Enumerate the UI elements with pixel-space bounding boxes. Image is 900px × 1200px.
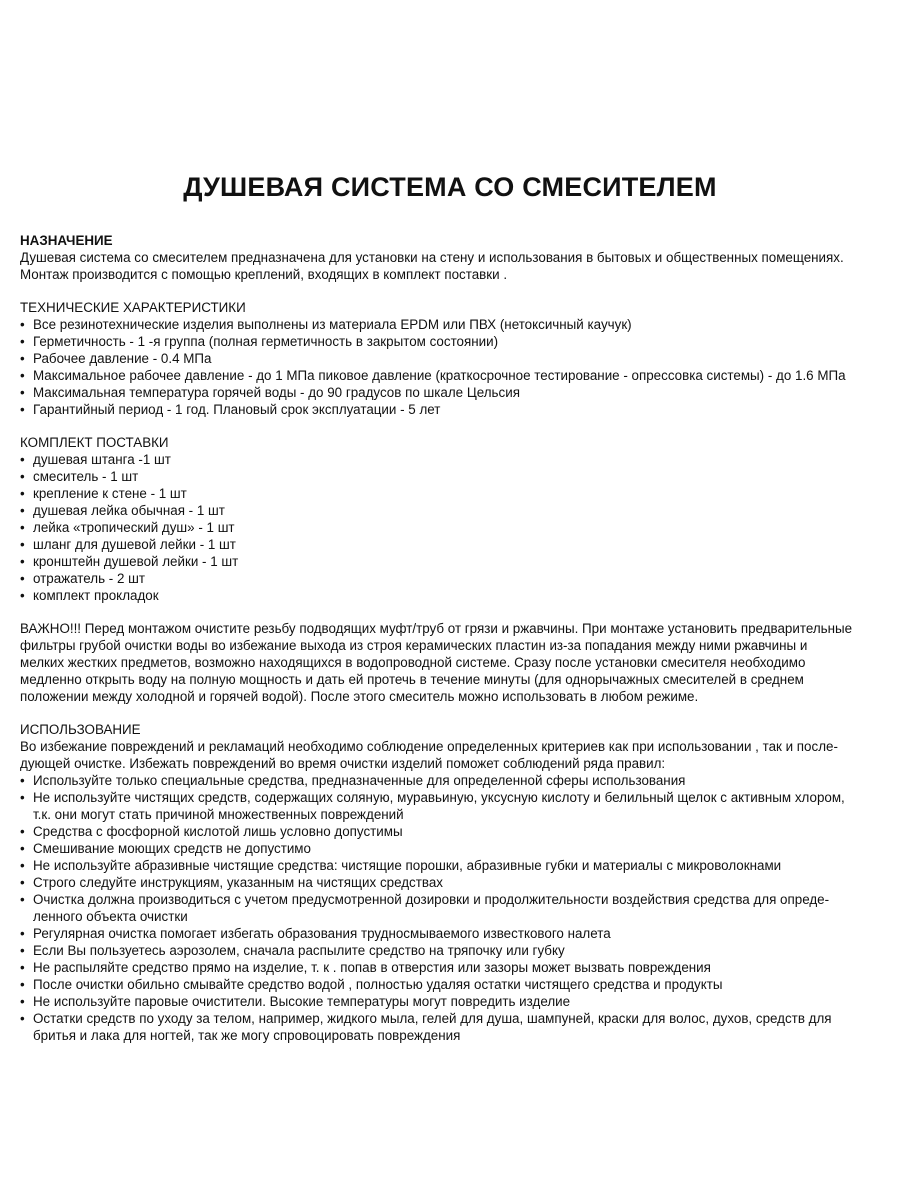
bullet-icon: • — [20, 824, 25, 839]
kit-list — [20, 451, 892, 604]
list-item — [20, 485, 892, 502]
list-item — [20, 959, 892, 976]
list-item — [20, 519, 892, 536]
list-item-text-cont: бритья и лака для ногтей, так же могу спровоцировать повреждения — [33, 1028, 461, 1043]
bullet-icon: • — [20, 588, 25, 603]
list-item — [20, 367, 892, 384]
bullet-icon: • — [20, 351, 25, 366]
bullet-icon: • — [20, 486, 25, 501]
list-item — [20, 468, 892, 485]
purpose-line-2: Монтаж производится с помощью креплений, входящих в комплект поставки . — [20, 267, 508, 282]
important-line-2: фильтры грубой очистки воды во избежание выхода из строя керамических пластин из-за попадания между ними ржавчины и — [20, 638, 808, 653]
list-item — [20, 874, 892, 891]
list-item-text: Не распыляйте средство прямо на изделие, т. к . попав в отверстия или зазоры может вызвать повреждения — [33, 960, 711, 975]
bullet-icon: • — [20, 773, 25, 788]
bullet-icon: • — [20, 841, 25, 856]
list-item — [20, 1010, 892, 1044]
page-title: ДУШЕВАЯ СИСТЕМА СО СМЕСИТЕЛЕМ — [183, 172, 717, 202]
bullet-icon: • — [20, 452, 25, 467]
list-item-text: Остатки средств по уходу за телом, например, жидкого мыла, гелей для душа, шампуней, краски для волос, духов, средств для — [33, 1011, 832, 1026]
list-item-text: Все резинотехнические изделия выполнены из материала EPDM или ПВХ (нетоксичный каучук) — [33, 317, 632, 332]
document-body — [20, 232, 892, 1060]
section-kit — [20, 434, 892, 604]
list-item — [20, 840, 892, 857]
section-specs — [20, 299, 892, 418]
list-item-text: Строго следуйте инструкциям, указанным на чистящих средствах — [33, 875, 443, 890]
important-line-4: медленно открыть воду на полную мощность и дать ей протечь в течение минуты (для однорычажных смесителей в среднем — [20, 672, 804, 687]
list-item — [20, 993, 892, 1010]
list-item-text: Смешивание моющих средств не допустимо — [33, 841, 311, 856]
bullet-icon: • — [20, 571, 25, 586]
bullet-icon: • — [20, 334, 25, 349]
list-item — [20, 451, 892, 468]
list-item-text: Не используйте абразивные чистящие средства: чистящие порошки, абразивные губки и материалы с микроволокнами — [33, 858, 782, 873]
bullet-icon: • — [20, 317, 25, 332]
list-item-text: кронштейн душевой лейки - 1 шт — [33, 554, 239, 569]
list-item-text-cont: ленного объекта очистки — [33, 909, 188, 924]
bullet-icon: • — [20, 943, 25, 958]
bullet-icon: • — [20, 402, 25, 417]
bullet-icon: • — [20, 520, 25, 535]
list-item — [20, 333, 892, 350]
list-item-text: душевая лейка обычная - 1 шт — [33, 503, 225, 518]
list-item-text: Герметичность - 1 -я группа (полная герметичность в закрытом состоянии) — [33, 334, 499, 349]
purpose-line-1: Душевая система со смесителем предназначена для установки на стену и использования в бытовых и общественных помещениях. — [20, 250, 844, 265]
list-item — [20, 401, 892, 418]
bullet-icon: • — [20, 875, 25, 890]
bullet-icon: • — [20, 469, 25, 484]
list-item-text: Средства с фосфорной кислотой лишь условно допустимы — [33, 824, 403, 839]
bullet-icon: • — [20, 858, 25, 873]
bullet-icon: • — [20, 994, 25, 1009]
bullet-icon: • — [20, 960, 25, 975]
list-item — [20, 350, 892, 367]
list-item-text-cont: т.к. они могут стать причиной множественных повреждений — [33, 807, 404, 822]
important-line-1: ВАЖНО!!! Перед монтажом очистите резьбу подводящих муфт/труб от грязи и ржавчины. При монтаже установить предварительные — [20, 621, 853, 636]
section-purpose — [20, 232, 892, 283]
section-heading-usage: ИСПОЛЬЗОВАНИЕ — [20, 722, 141, 737]
list-item — [20, 789, 892, 823]
list-item — [20, 976, 892, 993]
list-item — [20, 587, 892, 604]
list-item-text: Не используйте чистящих средств, содержащих соляную, муравьиную, уксусную кислоту и белильный щелок с активным хлором, — [33, 790, 845, 805]
list-item-text: Гарантийный период - 1 год. Плановый срок эксплуатации - 5 лет — [33, 402, 441, 417]
list-item — [20, 316, 892, 333]
list-item — [20, 823, 892, 840]
list-item-text: комплект прокладок — [33, 588, 159, 603]
section-heading-specs: ТЕХНИЧЕСКИЕ ХАРАКТЕРИСТИКИ — [20, 300, 246, 315]
list-item — [20, 772, 892, 789]
usage-list — [20, 772, 892, 1044]
list-item-text: отражатель - 2 шт — [33, 571, 146, 586]
bullet-icon: • — [20, 554, 25, 569]
important-line-5: положении между холодной и горячей водой). После этого смеситель можно использовать в любом режиме. — [20, 689, 699, 704]
list-item — [20, 857, 892, 874]
list-item — [20, 384, 892, 401]
list-item-text: шланг для душевой лейки - 1 шт — [33, 537, 236, 552]
list-item — [20, 570, 892, 587]
list-item-text: смеситель - 1 шт — [33, 469, 139, 484]
list-item-text: крепление к стене - 1 шт — [33, 486, 187, 501]
section-usage — [20, 721, 892, 1044]
bullet-icon: • — [20, 503, 25, 518]
section-heading-kit: КОМПЛЕКТ ПОСТАВКИ — [20, 435, 169, 450]
usage-intro-line-2: дующей очистке. Избежать повреждений во время очистки изделий поможет соблюдений ряда правил: — [20, 756, 666, 771]
list-item-text: Максимальное рабочее давление - до 1 МПа пиковое давление (краткосрочное тестирование - опрессовка системы) - до 1.6 МПа — [33, 368, 846, 383]
list-item — [20, 942, 892, 959]
list-item-text: лейка «тропический душ» - 1 шт — [33, 520, 235, 535]
list-item-text: Максимальная температура горячей воды - до 90 градусов по шкале Цельсия — [33, 385, 520, 400]
bullet-icon: • — [20, 926, 25, 941]
list-item — [20, 553, 892, 570]
list-item — [20, 925, 892, 942]
list-item-text: Если Вы пользуетесь аэрозолем, сначала распылите средство на тряпочку или губку — [33, 943, 565, 958]
bullet-icon: • — [20, 368, 25, 383]
bullet-icon: • — [20, 790, 25, 805]
bullet-icon: • — [20, 977, 25, 992]
list-item-text: После очистки обильно смывайте средство водой , полностью удаляя остатки чистящего средства и продукты — [33, 977, 723, 992]
list-item-text: душевая штанга -1 шт — [33, 452, 171, 467]
list-item-text: Регулярная очистка помогает избегать образования трудносмываемого известкового налета — [33, 926, 611, 941]
section-heading-purpose: НАЗНАЧЕНИЕ — [20, 233, 113, 248]
bullet-icon: • — [20, 892, 25, 907]
important-line-3: мелких жестких предметов, возможно находящихся в водопроводной системе. Сразу после установки смесителя необходимо — [20, 655, 806, 670]
specs-list — [20, 316, 892, 418]
usage-intro-line-1: Во избежание повреждений и рекламаций необходимо соблюдение определенных критериев как при использовании , так и после- — [20, 739, 838, 754]
list-item — [20, 891, 892, 925]
list-item-text: Используйте только специальные средства, предназначенные для определенной сферы использования — [33, 773, 686, 788]
bullet-icon: • — [20, 537, 25, 552]
list-item — [20, 536, 892, 553]
section-important — [20, 620, 892, 705]
bullet-icon: • — [20, 385, 25, 400]
list-item-text: Очистка должна производиться с учетом предусмотренной дозировки и продолжительности воздействия средства для опреде- — [33, 892, 830, 907]
bullet-icon: • — [20, 1011, 25, 1026]
list-item — [20, 502, 892, 519]
list-item-text: Рабочее давление - 0.4 МПа — [33, 351, 212, 366]
list-item-text: Не используйте паровые очистители. Высокие температуры могут повредить изделие — [33, 994, 571, 1009]
